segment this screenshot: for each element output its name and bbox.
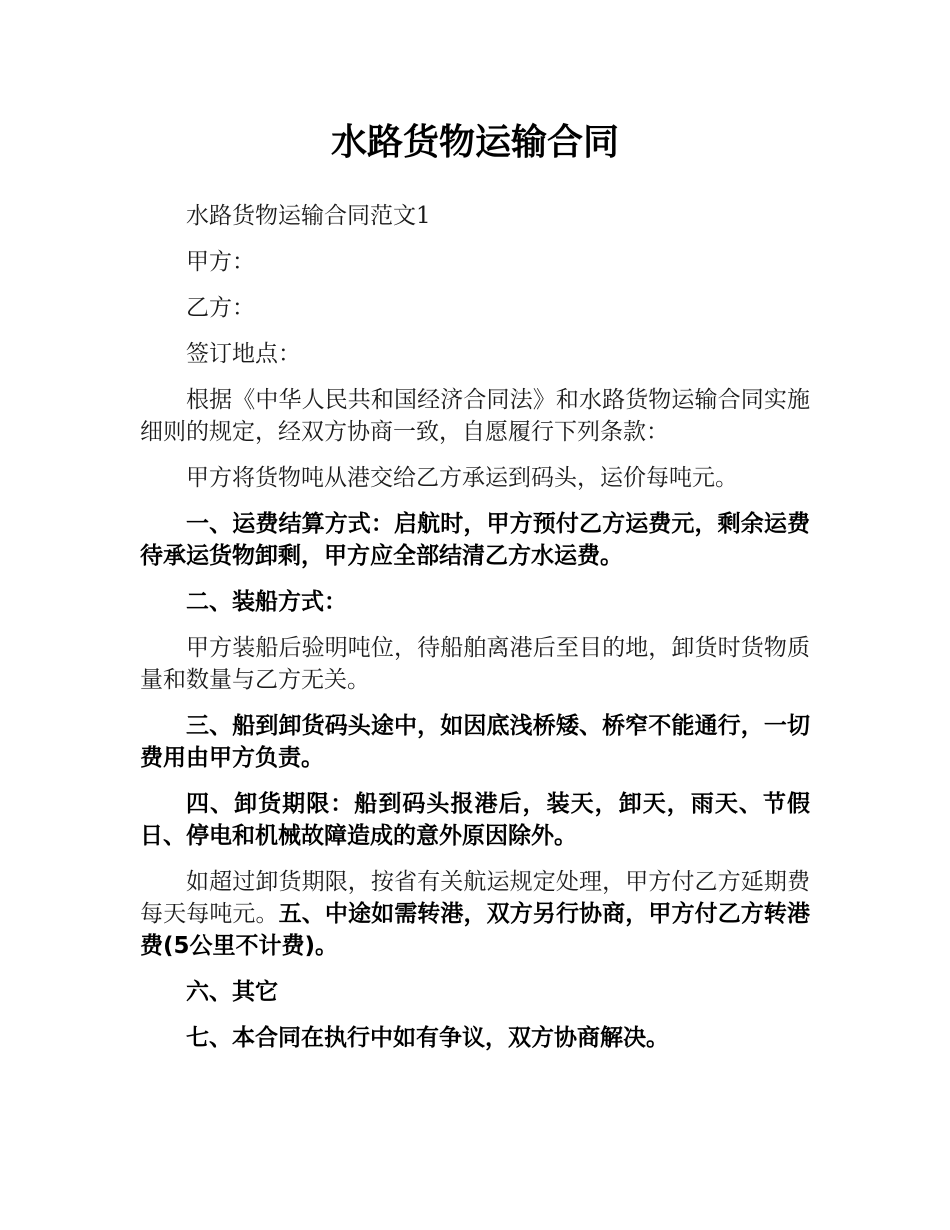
paragraph-preamble: 根据《中华人民共和国经济合同法》和水路货物运输合同实施细则的规定，经双方协商一致，自愿履行下列条款：: [140, 387, 810, 445]
clause-unloading-period: 四、卸货期限：船到码头报港后，装天，卸天，雨天、节假日、停电和机械故障造成的意外原因除外。: [140, 791, 810, 849]
clause-route-obstacles: 三、船到卸货码头途中，如因底浅桥矮、桥窄不能通行，一切费用由甲方负责。: [140, 713, 810, 771]
clause-freight-settlement: 一、运费结算方式：启航时，甲方预付乙方运费元，剩余运费待承运货物卸剩，甲方应全部结清乙方水运费。: [140, 511, 810, 569]
clause-dispute-resolution: 七、本合同在执行中如有争议，双方协商解决。: [186, 1025, 669, 1051]
paragraph-party-a: 甲方：: [186, 249, 255, 275]
paragraph-signing-place: 签订地点：: [186, 341, 301, 367]
paragraph-delay-and-transfer: [140, 866, 810, 962]
clause-other: 六、其它: [186, 979, 278, 1005]
text-delay-fee: 如超过卸货期限，按省有关航运规定处理，甲方付乙方延期费每天每吨元。: [140, 869, 810, 927]
document-body: [140, 200, 810, 1068]
clause-port-transfer: 五、中途如需转港，双方另行协商，甲方付乙方转港费(5公里不计费)。: [140, 901, 811, 959]
paragraph-party-b: 乙方：: [186, 295, 255, 321]
paragraph-cargo: 甲方将货物吨从港交给乙方承运到码头，运价每吨元。: [186, 465, 738, 491]
document-title: 水路货物运输合同: [330, 122, 619, 163]
paragraph-loading-details: 甲方装船后验明吨位，待船舶离港后至目的地，卸货时货物质量和数量与乙方无关。: [140, 635, 810, 693]
clause-loading-method: 二、装船方式：: [186, 589, 347, 615]
paragraph-subtitle: 水路货物运输合同范文1: [186, 203, 431, 229]
